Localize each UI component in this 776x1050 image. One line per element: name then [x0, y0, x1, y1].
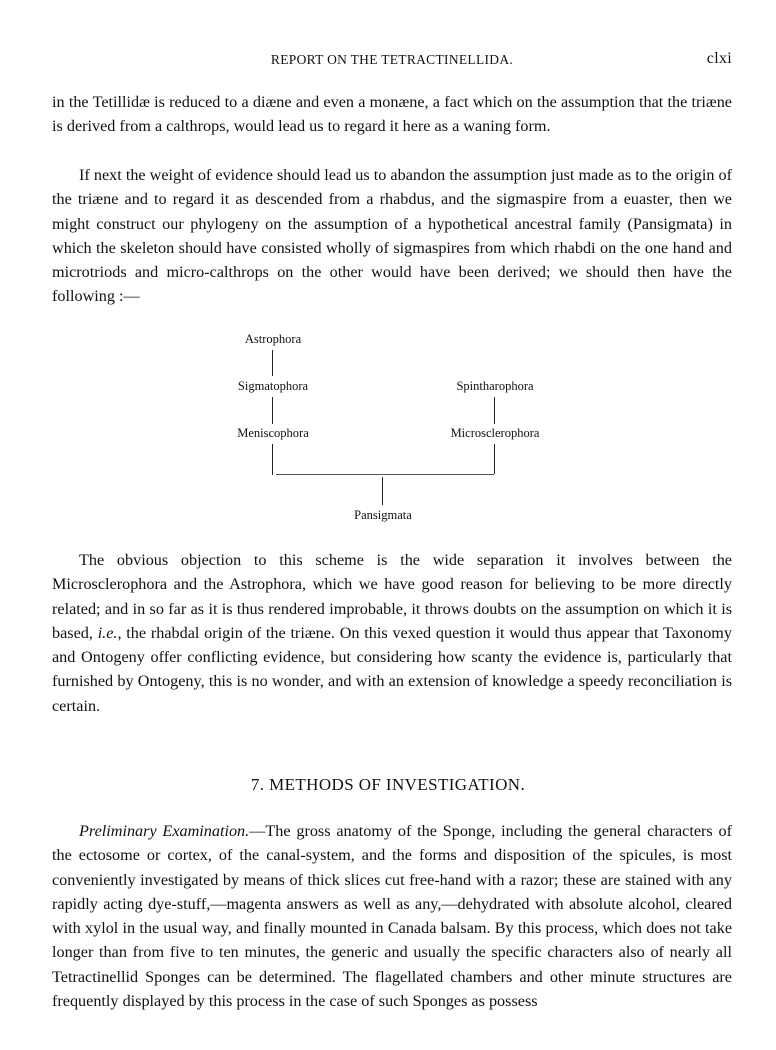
connector-line [272, 350, 273, 376]
italic-run-in-heading: Preliminary Examination. [79, 822, 250, 840]
connector-line [382, 477, 383, 505]
text-span: —The gross anatomy of the Sponge, including the general characters of the ectosome or cortex, of the canal-system, and the forms and disposition of the spicules, is most conveniently investigated by means of thick slices cut free-hand with a razor; these are stained with any rapidly acting dye-stuff,—magenta answers as well as any,—dehydrated with absolute alcohol, cleared with xylol in the usual way, and finally mounted in Canada balsam. By this process, which does not take longer than from five to ten minutes, the generic and usually the specific characters also of nearly all Tetractinellid Sponges can be determined. The flagellated chambers and other minute structures are frequently displayed by this process in the case of such Sponges as possess [52, 822, 732, 1011]
connector-line [494, 444, 495, 474]
node-sigmatophora: Sigmatophora [237, 379, 309, 393]
paragraph-text [52, 819, 732, 1013]
section-heading: 7. METHODS OF INVESTIGATION. [250, 775, 526, 794]
paragraph-pansigmata-hypothesis [52, 163, 732, 309]
text-span: , the rhabdal origin of the triæne. On this vexed question it would thus appear that Taxonomy and Ontogeny offer conflicting evidence, but considering how scanty the evidence is, particularly that furnished by Ontogeny, this is no wonder, and with an extension of knowledge a speedy reconciliation is certain. [52, 623, 732, 715]
page-header [52, 52, 732, 72]
node-pansigmata: Pansigmata [354, 508, 412, 522]
text-span: The obvious objection to this scheme is the wide separation it involves between the Microsclerophora and the Astrophora, which we have good reason for believing to be more directly related; and in so far as it is thus rendered improbable, it throws doubts on the assumption on which it is based, [52, 551, 732, 642]
connector-line [494, 397, 495, 424]
paragraph-preliminary-examination [52, 819, 732, 1013]
page-number: clxi [706, 50, 732, 67]
node-spintharophora: Spintharophora [456, 379, 534, 393]
italic-abbreviation: i.e. [97, 623, 118, 642]
junction-line [276, 474, 494, 475]
connector-line [272, 397, 273, 424]
running-title: REPORT ON THE TETRACTINELLIDA. [270, 52, 514, 67]
paragraph-objection [52, 548, 732, 718]
paragraph-continuation [52, 90, 732, 139]
paragraph-text [52, 548, 732, 718]
node-astrophora: Astrophora [244, 332, 302, 346]
node-meniscophora: Meniscophora [237, 426, 309, 440]
paragraph-text: If next the weight of evidence should lead us to abandon the assumption just made as to the origin of the triæne and to regard it as descended from a rhabdus, and the sigmaspire from a euaster, then we might construct our phylogeny on the assumption of a hypothetical ancestral family (Pansigmata) in which the skeleton should have consisted wholly of sigmaspires from which rhabdi on the one hand and microtriods and micro-calthrops on the other would have been derived; we should then have the following :— [52, 166, 732, 306]
node-microsclerophora: Microsclerophora [450, 426, 540, 440]
connector-line [272, 444, 273, 475]
paragraph-text: in the Tetillidæ is reduced to a diæne and even a monæne, a fact which on the assumption that the triæne is derived from a calthrops, would lead us to regard it here as a waning form. [52, 93, 732, 136]
